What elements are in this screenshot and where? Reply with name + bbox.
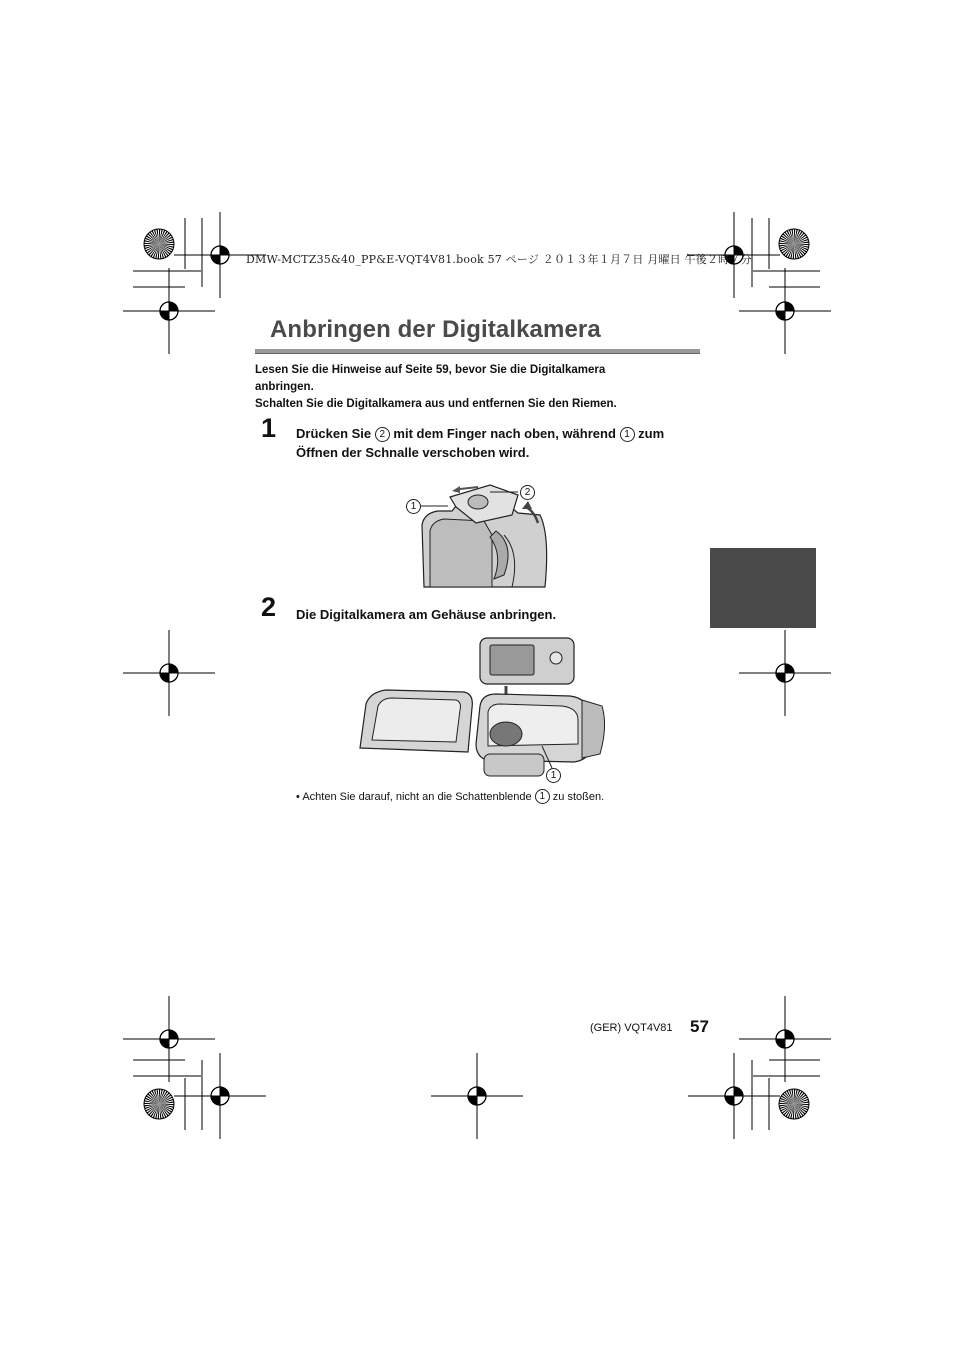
step-1-text xyxy=(296,424,691,462)
figure-insert-camera xyxy=(356,636,612,782)
sunburst-target xyxy=(144,229,174,259)
step-2-text: Die Digitalkamera am Gehäuse anbringen. xyxy=(296,607,557,622)
note-bullet: • xyxy=(296,791,300,803)
intro-line-2: anbringen. xyxy=(255,381,314,393)
figure-1-callout-2: 2 xyxy=(520,485,535,500)
circled-marker-1: 1 xyxy=(535,789,550,804)
intro-line-1: Lesen Sie die Hinweise auf Seite 59, bevor Sie die Digitalkamera xyxy=(255,364,606,376)
model-reference: (GER) VQT4V81 xyxy=(590,1022,673,1034)
sunburst-target xyxy=(779,1089,809,1119)
note-text-part2: zu stoßen. xyxy=(552,791,605,803)
step-1-number: 1 xyxy=(261,413,277,443)
sunburst-target xyxy=(144,1089,174,1119)
step-1-text-part3: zum Öffnen der Schnalle verschoben wird. xyxy=(296,426,665,460)
circled-marker-1: 1 xyxy=(620,427,635,442)
note-line xyxy=(296,789,604,804)
figure-2-callout-1: 1 xyxy=(546,768,561,783)
step-2-number: 2 xyxy=(261,592,277,622)
section-tab xyxy=(710,548,816,628)
intro-line-3: Schalten Sie die Digitalkamera aus und entfernen Sie den Riemen. xyxy=(255,398,617,410)
sunburst-target xyxy=(779,229,809,259)
title-underline xyxy=(255,349,700,354)
step-1-text-part1: Drücken Sie xyxy=(296,426,372,441)
page-title: Anbringen der Digitalkamera xyxy=(270,316,601,343)
note-text-part1: Achten Sie darauf, nicht an die Schattenblende xyxy=(302,791,532,803)
page-number: 57 xyxy=(690,1017,709,1036)
file-info-line: DMW-MCTZ35&40_PP&E-VQT4V81.book 57 ページ ２０１３年１月７日 月曜日 午後２時７分 xyxy=(246,253,752,266)
circled-marker-2: 2 xyxy=(375,427,390,442)
intro-text xyxy=(255,362,695,413)
figure-1-callout-1: 1 xyxy=(406,499,421,514)
step-1-text-part2: mit dem Finger nach oben, während xyxy=(393,426,616,441)
